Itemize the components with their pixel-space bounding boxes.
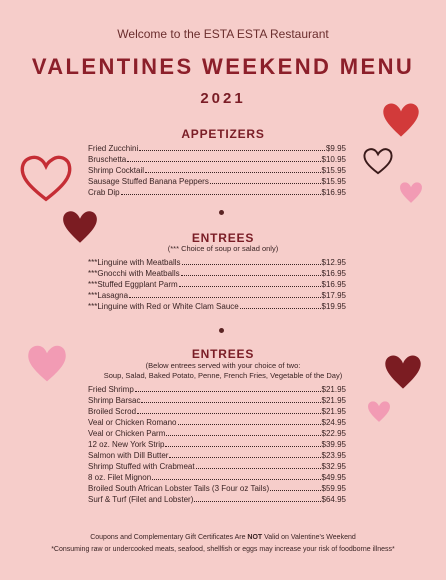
list-item: ***Linguine with Red or White Clam Sauce $19.95 [88,302,346,311]
page-title: VALENTINES WEEKEND MENU [31,54,415,79]
entrees-note-1: (*** Choice of soup or salad only) [167,244,279,253]
list-item: ***Linguine with Meatballs $12.95 [88,258,346,267]
gift-certificate-notice: Coupons and Complementary Gift Certificates Are NOT Valid on Valentine's Weekend [90,534,356,541]
list-item: Veal or Chicken Parm $22.95 [88,429,346,438]
food-safety-notice: *Consuming raw or undercooked meats, seafood, shellfish or eggs may increase your risk of foodborne illness* [51,546,395,553]
list-item: 12 oz. New York Strip $39.95 [88,440,346,449]
list-item: 8 oz. Filet Mignon $49.95 [88,473,346,482]
list-item: Salmon with Dill Butter $23.95 [88,451,346,460]
entrees-list-2 [88,384,346,505]
list-item: ***Gnocchi with Meatballs $16.95 [88,269,346,278]
entrees-list-1 [88,257,346,312]
entrees-heading-1: ENTREES [191,231,255,245]
entrees-heading-2: ENTREES [191,347,255,361]
appetizers-heading: APPETIZERS [181,127,265,141]
welcome-text: Welcome to the ESTA ESTA Restaurant [117,27,329,41]
list-item: Bruschetta $10.95 [88,155,346,164]
list-item: Surf & Turf (Filet and Lobster) $64.95 [88,495,346,504]
list-item: Broiled Scrod $21.95 [88,407,346,416]
section-divider-dot [219,210,224,215]
list-item: Veal or Chicken Romano $24.95 [88,418,346,427]
heart-pink-small-icon [398,178,424,206]
list-item: Sausage Stuffed Banana Peppers $15.95 [88,177,346,186]
list-item: ***Lasagna $17.95 [88,291,346,300]
section-divider-dot [219,328,224,333]
list-item: Shrimp Cocktail $15.95 [88,166,346,175]
list-item: Crab Dip $16.95 [88,188,346,197]
entrees-note-2-line2: Soup, Salad, Baked Potato, Penne, French Fries, Vegetable of the Day) [103,371,343,380]
list-item: Broiled South African Lobster Tails (3 Four oz Tails) $59.95 [88,484,346,493]
heart-pink-right-icon [366,395,392,427]
list-item: Shrimp Barsac $21.95 [88,396,346,405]
list-item: Fried Zucchini $9.95 [88,144,346,153]
heart-outline-icon [18,150,74,206]
list-item: ***Stuffed Eggplant Parm $16.95 [88,280,346,289]
appetizers-list [88,143,346,198]
menu-year: 2021 [200,90,246,107]
heart-outline-small-icon [362,143,394,179]
list-item: Fried Shrimp $21.95 [88,385,346,394]
entrees-note-2-line1: (Below entrees served with your choice of two: [145,361,301,370]
list-item: Shrimp Stuffed with Crabmeat $32.95 [88,462,346,471]
